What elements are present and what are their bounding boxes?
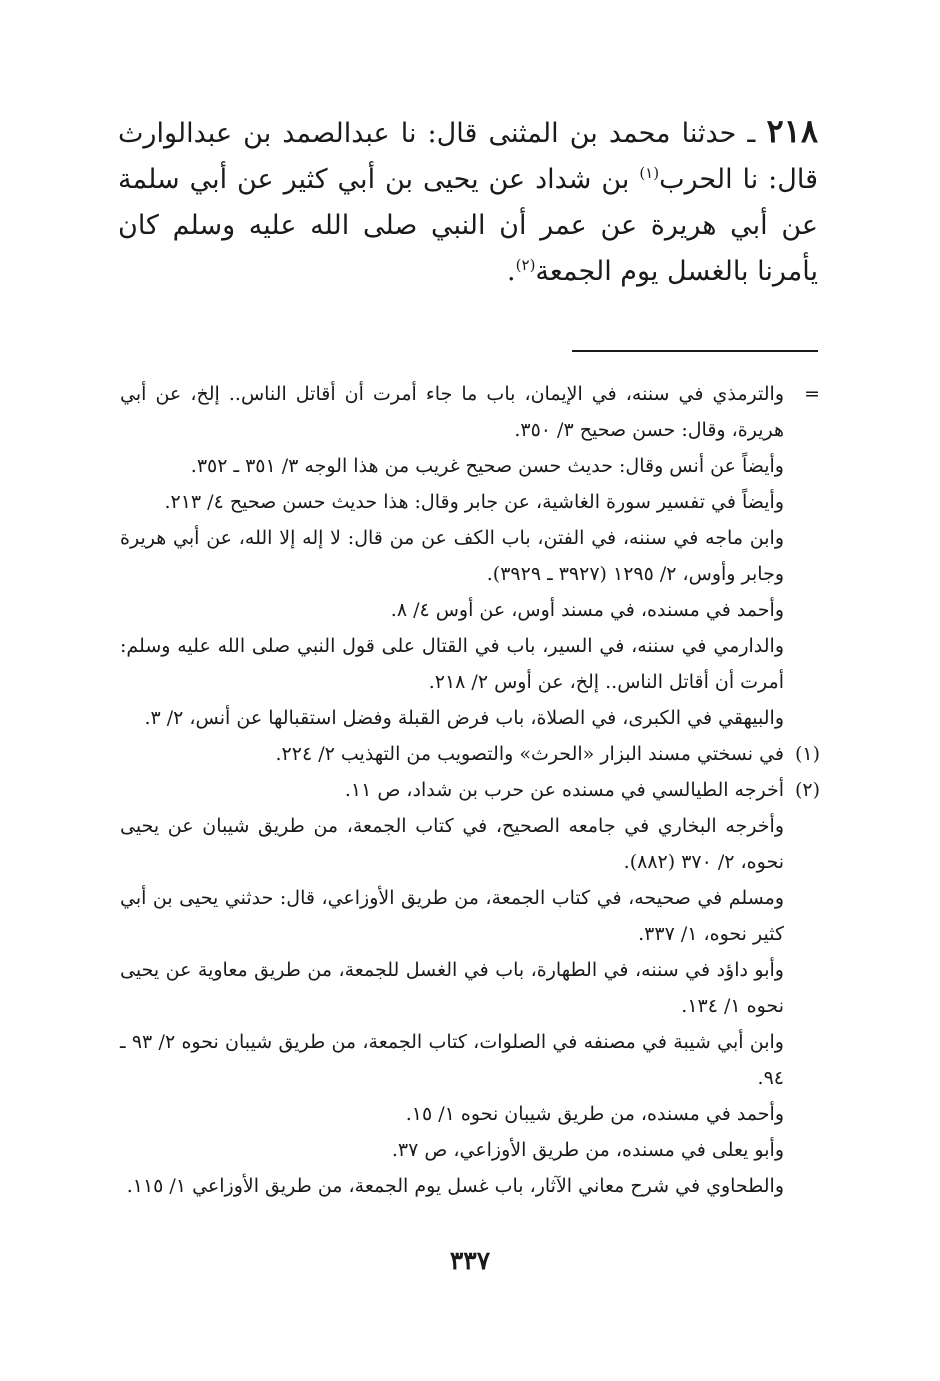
footnote-line: في نسختي مسند البزار «الحرث» والتصويب من التهذيب ٢/ ٢٢٤. [275, 743, 784, 765]
footnote-line: وابن ماجه في سننه، في الفتن، باب الكف عن من قال: لا إله إلا الله، عن أبي هريرة وجابر وأوس، ٢/ ١٢٩٥ (٣٩٢٧ ـ ٣٩٢٩). [120, 527, 784, 585]
footnote-1-lines [120, 736, 784, 772]
footnote-2-lines [120, 772, 784, 1204]
continued-footnote-lines [120, 376, 784, 736]
footnote-reference-2: (٢) [515, 256, 536, 274]
footnote-line: وأبو داؤد في سننه، في الطهارة، باب في الغسل للجمعة، من طريق معاوية عن يحيى نحوه ١/ ١٣٤. [120, 959, 784, 1017]
footnote-line: وأيضاً في تفسير سورة الغاشية، عن جابر وقال: هذا حديث حسن صحيح ٤/ ٢١٣. [164, 491, 784, 513]
footnote-line: وأحمد في مسنده، في مسند أوس، عن أوس ٤/ ٨. [390, 599, 784, 621]
footnote-reference-1: (١) [639, 164, 660, 182]
continued-footnote [120, 376, 820, 736]
continuation-marker: = [804, 383, 820, 405]
footnote-line: وأحمد في مسنده، من طريق شيبان نحوه ١/ ١٥. [405, 1103, 784, 1125]
footnote-1 [120, 736, 820, 772]
footnote-line: وأخرجه البخاري في جامعه الصحيح، في كتاب الجمعة، من طريق شيبان عن يحيى نحوه، ٢/ ٣٧٠ (٨٨٢). [120, 815, 784, 873]
footnote-line: ومسلم في صحيحه، في كتاب الجمعة، من طريق الأوزاعي، قال: حدثني يحيى بن أبي كثير نحوه، ١/ ٣٣٧. [120, 887, 784, 945]
footnote-1-marker: (١) [794, 743, 820, 765]
hadith-text-part-1: ـ حدثنا محمد بن المثنى قال: نا عبدالصمد بن عبدالوارث قال: نا الحرب [118, 118, 818, 195]
footnote-line: والترمذي في سننه، في الإيمان، باب ما جاء أمرت أن أقاتل الناس.. إلخ، عن أبي هريرة، وقال: حسن صحيح ٣/ ٣٥٠. [120, 383, 784, 441]
footnote-2 [120, 772, 820, 1204]
hadith-number: ٢١٨ [766, 112, 818, 150]
hadith-end-mark: . [507, 256, 516, 287]
footnotes-section [120, 376, 820, 1204]
hadith-text [118, 108, 818, 295]
footnote-line: والبيهقي في الكبرى، في الصلاة، باب فرض القبلة وفضل استقبالها عن أنس، ٢/ ٣. [144, 707, 784, 729]
hadith-text-part-2: بن شداد عن يحيى بن أبي كثير عن أبي سلمة عن أبي هريرة عن عمر أن النبي صلى الله عليه وسلم كان يأمرنا بالغسل يوم الجمعة [118, 164, 818, 287]
footnote-separator-rule [572, 350, 818, 352]
footnote-line: وأبو يعلى في مسنده، من طريق الأوزاعي، ص ٣٧. [391, 1139, 784, 1161]
footnote-line: أخرجه الطيالسي في مسنده عن حرب بن شداد، ص ١١. [344, 779, 784, 801]
footnote-line: وأيضاً عن أنس وقال: حديث حسن صحيح غريب من هذا الوجه ٣/ ٣٥١ ـ ٣٥٢. [190, 455, 784, 477]
footnote-line: وابن أبي شيبة في مصنفه في الصلوات، كتاب الجمعة، من طريق شيبان نحوه ٢/ ٩٣ ـ ٩٤. [120, 1031, 784, 1089]
footnote-line: والدارمي في سننه، في السير، باب في القتال على قول النبي صلى الله عليه وسلم: أمرت أن أقاتل الناس.. إلخ، عن أوس ٢/ ٢١٨. [120, 635, 784, 693]
footnote-2-marker: (٢) [794, 779, 820, 801]
page-number: ٣٣٧ [449, 1246, 491, 1275]
footnote-line: والطحاوي في شرح معاني الآثار، باب غسل يوم الجمعة، من طريق الأوزاعي ١/ ١١٥. [126, 1175, 784, 1197]
